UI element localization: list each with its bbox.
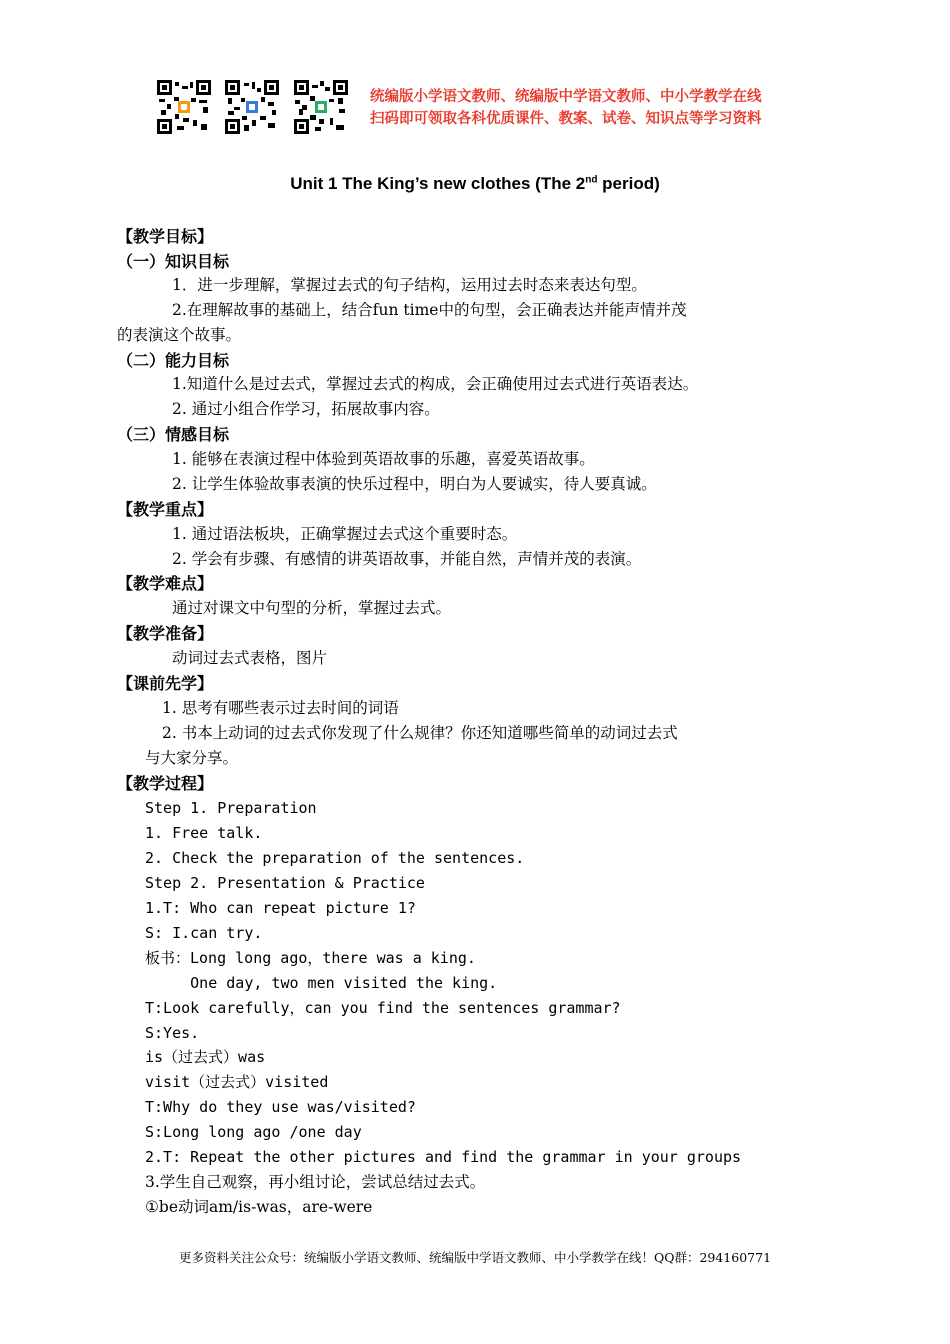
header-line-1: 统编版小学语文教师、统编版中学语文教师、中小学教学在线 <box>370 89 762 105</box>
footer-note: 更多资料关注公众号：统编版小学语文教师、统编版中学语文教师、中小学教学在线！QQ群：294160771 <box>178 1250 772 1265</box>
qr-code-2[interactable] <box>225 80 279 134</box>
ability-item-1: 1.知道什么是过去式，掌握过去式的构成，会正确使用过去式进行英语表达。 <box>172 375 699 393</box>
process-line: Step 2. Presentation & Practice <box>145 874 425 892</box>
difficulty-heading: 【教学难点】 <box>117 574 214 593</box>
process-line: S: I.can try. <box>145 924 263 942</box>
process-line: T:Why do they use was/visited? <box>145 1098 416 1116</box>
header-line-2: 扫码即可领取各科优质课件、教案、试卷、知识点等学习资料 <box>370 111 762 127</box>
emotion-item-2: 2. 让学生体验故事表演的快乐过程中，明白为人要诚实，待人要真诚。 <box>172 475 657 493</box>
pre-study-item-2-cont: 与大家分享。 <box>145 749 239 767</box>
pre-study-item-1: 1. 思考有哪些表示过去时间的词语 <box>162 699 399 717</box>
knowledge-item-2-cont: 的表演这个故事。 <box>117 326 242 344</box>
emotion-heading: （三）情感目标 <box>117 425 230 444</box>
pre-study-item-2: 2. 书本上动词的过去式你发现了什么规律？你还知道哪些简单的动词过去式 <box>162 724 678 742</box>
process-line: 1. Free talk. <box>145 824 263 842</box>
prep-item-1: 动词过去式表格，图片 <box>172 649 328 667</box>
process-line: T:Look carefully，can you find the sentences grammar? <box>145 999 621 1017</box>
process-line: 3.学生自己观察，再小组讨论，尝试总结过去式。 <box>145 1173 486 1191</box>
process-line: S:Long long ago /one day <box>145 1123 362 1141</box>
key-heading: 【教学重点】 <box>117 500 214 519</box>
process-line: visit（过去式）visited <box>145 1073 329 1091</box>
header-banner <box>157 80 797 136</box>
difficulty-item-1: 通过对课文中句型的分析，掌握过去式。 <box>172 599 452 617</box>
process-heading: 【教学过程】 <box>117 774 214 793</box>
process-line: 板书：Long long ago，there was a king. <box>145 949 476 967</box>
header-promo-text <box>370 86 810 130</box>
prep-heading: 【教学准备】 <box>117 624 214 643</box>
knowledge-item-1: 1．进一步理解，掌握过去式的句子结构，运用过去时态来表达句型。 <box>172 276 647 294</box>
page-title: Unit 1 The King’s new clothes (The 2nd period) <box>290 174 660 193</box>
qr-code-1[interactable] <box>157 80 211 134</box>
process-line: S:Yes. <box>145 1024 200 1042</box>
process-line: 1.T: Who can repeat picture 1? <box>145 899 416 917</box>
pre-study-heading: 【课前先学】 <box>117 674 214 693</box>
process-line: One day, two men visited the king. <box>145 974 498 992</box>
ability-heading: （二）能力目标 <box>117 351 230 370</box>
qr-code-3[interactable] <box>294 80 348 134</box>
key-item-2: 2. 学会有步骤、有感情的讲英语故事，并能自然，声情并茂的表演。 <box>172 550 642 568</box>
process-line: 2. Check the preparation of the sentences. <box>145 849 525 867</box>
process-line: Step 1. Preparation <box>145 799 317 817</box>
goals-heading: 【教学目标】 <box>117 227 214 246</box>
knowledge-item-2: 2.在理解故事的基础上，结合fun time中的句型，会正确表达并能声情并茂 <box>172 301 687 319</box>
key-item-1: 1. 通过语法板块，正确掌握过去式这个重要时态。 <box>172 525 518 543</box>
emotion-item-1: 1. 能够在表演过程中体验到英语故事的乐趣，喜爱英语故事。 <box>172 450 595 468</box>
process-line: is（过去式）was <box>145 1048 266 1066</box>
process-line: 2.T: Repeat the other pictures and find the grammar in your groups <box>145 1148 742 1166</box>
process-line: ①be动词am/is-was，are-were <box>145 1198 373 1216</box>
knowledge-heading: （一）知识目标 <box>117 252 230 271</box>
ability-item-2: 2. 通过小组合作学习，拓展故事内容。 <box>172 400 440 418</box>
